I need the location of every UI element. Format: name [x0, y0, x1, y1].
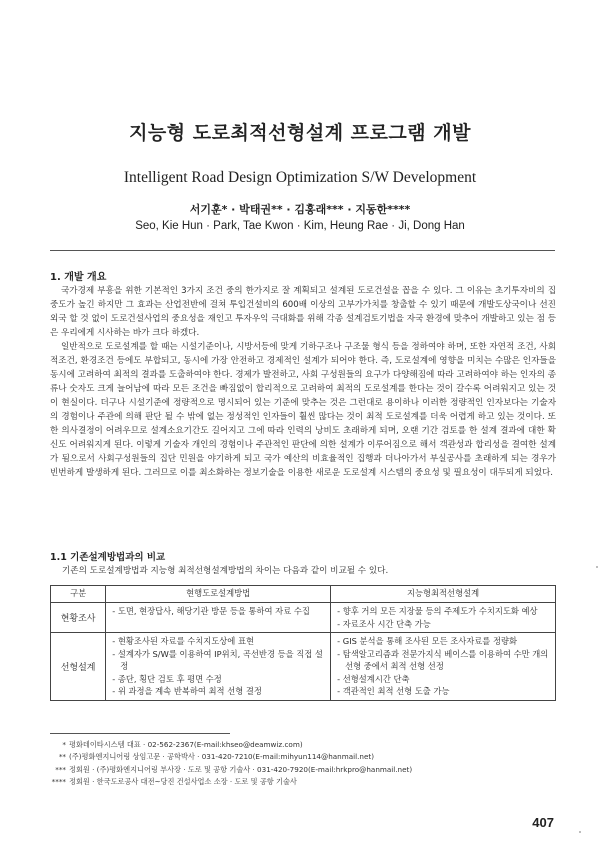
- list-item: - 탐색알고리즘과 전문가지식 베이스를 이용하여 수만 개의 선형 중에서 최적 선형 선정: [337, 648, 549, 673]
- list-item: - 향후 거의 모든 지장물 등의 주제도가 수치지도화 예상: [337, 605, 549, 618]
- footnotes: [50, 739, 556, 789]
- footnote: [50, 751, 556, 763]
- table-cell-category: 현황조사: [51, 603, 106, 633]
- section-heading-comparison: 1.1 기존설계방법과의 비교: [50, 552, 166, 563]
- section-heading-overview: 1. 개발 개요: [50, 272, 107, 283]
- paragraph: 일반적으로 도로설계를 할 때는 시설기준이나, 시방서등에 맞게 기하구조나 구조물 형식 등을 정하여야 하며, 또한 자연적 조건, 사회적조건, 환경조건 등에도 부합되고, 동시에 가장 안전하고 경제적인 설계가 되어야 한다. 즉, 도로설계에 영향을 미치는 수많은 인자들을 동시에 고려하여 최적의 결과를 도출하여야 한다. 경제가 발전하고, 사회 구성원들의 요구가 다양해짐에 따라 고려하여야 하는 인자의 종류나 숫자도 크게 늘어남에 따라 모든 조건을 빠짐없이 합리적으로 고려하여 최적의 도로설계를 한다는 것이 갈수록 어려워지고 있는 것이 현실이다. 더구나 시설기준에 정량적으로 명시되어 있는 기준에 맞추는 것은 그런대로 용이하나 이러한 정량적인 인자보다는 기술자의 경험이나 주관에 의해 판단 될 수 밖에 없는 정성적인 인자들이 훨씬 많다는 것이 최적 도로설계를 더욱 어렵게 하고 있는 것이다. 또한 의사결정이 어려우므로 설계소요기간도 길어지고 그에 따라 인력의 낭비도 초래하게 되며, 오랜 기간 검토를 한 설계 결과에 대한 확신도 어려워지게 된다. 이렇게 기술자 개인의 경험이나 주관적인 판단에 의한 설계가 이루어짐으로 해서 객관성과 합리성을 결여한 설계가 됨으로서 사회구성원들의 집단 민원을 야기하게 되고 국가 예산의 비효율적인 집행과 더나아가서 부실공사를 초래하게 되는 경우가 빈번하게 발생하게 된다. 그러므로 이를 최소화하는 정보기술을 이용한 새로운 도로설계 시스템의 중요성 및 필요성이 대두되게 되었다.: [50, 342, 556, 478]
- footnote: [50, 776, 556, 788]
- scan-speck: [579, 831, 581, 833]
- list-item: - 현황조사된 자료를 수치지도상에 표현: [112, 635, 324, 648]
- footnote-mark: **: [58, 752, 66, 762]
- list-item: - 종단, 횡단 검토 후 평면 수정: [112, 673, 324, 686]
- paragraph: 국가경제 부흥을 위한 기본적인 3가지 조건 중의 한가지로 잘 계획되고 설계된 도로건설을 꼽을 수 있다. 그 이유는 초기투자비의 집중도가 높긴 하지만 그 효과는 산업전반에 걸쳐 투입건설비의 600배 이상의 고부가가치를 창출할 수 있기 때문에 개발도상국이나 선진외국 할 것 없이 도로건설사업의 중요성을 재인고 투자우익 극대화를 위해 각종 설계검토기법을 자국 환경에 맞추어 개발하고 있는 점 등은 우리에게 시사하는 바가 크다 하겠다.: [50, 286, 556, 338]
- list-item: - 객관적인 최적 선형 도출 가능: [337, 685, 549, 698]
- table-header-row: [51, 586, 556, 603]
- table-cell-current: [106, 633, 331, 701]
- footnote-mark: ***: [55, 764, 66, 774]
- footnote-mark: *: [62, 740, 66, 749]
- footnote: [50, 739, 556, 751]
- table-row: [51, 633, 556, 701]
- header-divider: [50, 250, 555, 251]
- page-number: 407: [532, 815, 554, 830]
- scan-speck: [596, 566, 598, 568]
- paper-title-english: Intelligent Road Design Optimization S/W Development: [123, 169, 477, 186]
- authors-korean: 서기훈* · 박태권** · 김홍래*** · 지동한****: [189, 203, 411, 216]
- list-item: - 도면, 현장답사, 해당기관 방문 등을 통하여 자료 수집: [112, 605, 324, 618]
- list-item: - GIS 분석을 통해 조사된 모든 조사자료를 정량화: [337, 635, 549, 648]
- table-cell-intelligent: [331, 603, 556, 633]
- footnote: [50, 764, 556, 776]
- list-item: - 설계자가 S/W를 이용하여 IP위치, 곡선반경 등을 직접 설정: [112, 648, 324, 673]
- table-header: 구분: [51, 586, 106, 603]
- footnote-text: 정회원 · 한국도로공사 대전~당진 건설사업소 소장 · 도로 및 공항 기술사: [69, 777, 297, 787]
- overview-body: [50, 284, 556, 480]
- paper-title-korean: 지능형 도로최적선형설계 프로그램 개발: [129, 122, 471, 144]
- table-row: [51, 603, 556, 633]
- list-item: - 자료조사 시간 단축 가능: [337, 618, 549, 631]
- footnote-text: (주)평화엔지니어링 상임고문 · 공학박사 · 031-420-7210(E-mail:mihyun114@hanmail.net): [69, 752, 374, 762]
- footnote-text: 정회원 · (주)평화엔지니어링 부사장 · 도로 및 공항 기술사 · 031-420-7920(E-mail:hrkpro@hanmail.net): [69, 764, 413, 774]
- footnote-mark: ****: [51, 777, 66, 787]
- comparison-table: [50, 585, 556, 701]
- table-header: 현행도로설계방법: [106, 586, 331, 603]
- comparison-intro: 기존의 도로설계방법과 지능형 최적선형설계방법의 차이는 다음과 같이 비교될 수 있다.: [62, 566, 389, 576]
- footnote-text: 평화데이타시스템 대표 · 02-562-2367(E-mail:khseo@deamwiz.com): [69, 740, 303, 749]
- authors-english: Seo, Kie Hun · Park, Tae Kwon · Kim, Heung Rae · Ji, Dong Han: [135, 220, 465, 232]
- footnote-divider: [50, 733, 230, 734]
- list-item: - 위 과정을 계속 반복하여 최적 선형 결정: [112, 685, 324, 698]
- table-cell-current: [106, 603, 331, 633]
- list-item: - 선형설계시간 단축: [337, 673, 549, 686]
- table-cell-intelligent: [331, 633, 556, 701]
- table-header: 지능형최적선형설계: [331, 586, 556, 603]
- table-cell-category: 선형설계: [51, 633, 106, 701]
